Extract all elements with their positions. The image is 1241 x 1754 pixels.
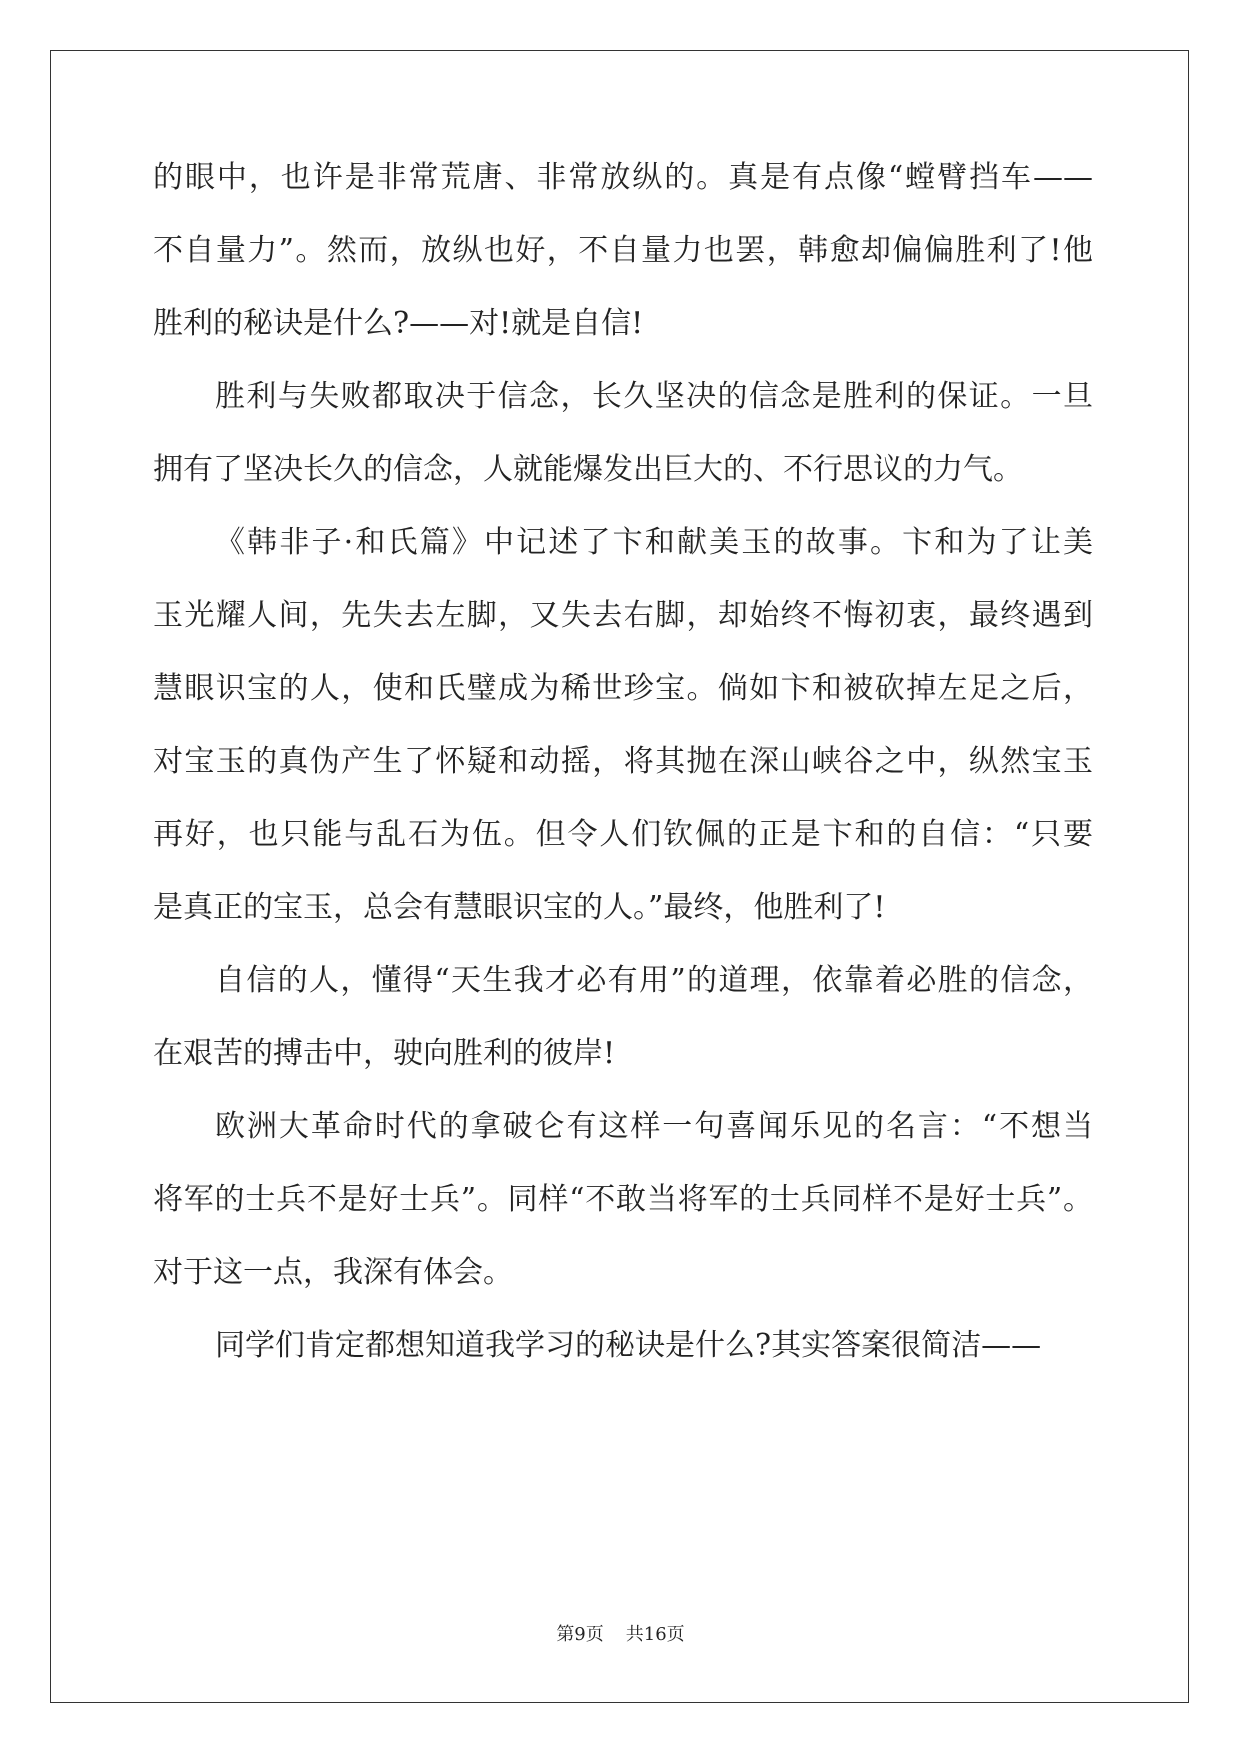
text-line: 将军的士兵不是好士兵”。同样“不敢当将军的士兵同样不是好士兵”。	[153, 1182, 1093, 1217]
text-line: 《韩非子·和氏篇》中记述了卞和献美玉的故事。卞和为了让美	[215, 525, 1093, 560]
text-line: 在艰苦的搏击中，驶向胜利的彼岸!	[153, 1036, 616, 1071]
page-footer	[0, 1620, 1241, 1646]
text-line: 对宝玉的真伪产生了怀疑和动摇，将其抛在深山峡谷之中，纵然宝玉	[153, 744, 1093, 779]
text-line: 是真正的宝玉，总会有慧眼识宝的人。”最终，他胜利了!	[153, 890, 886, 925]
page-border	[50, 50, 1189, 1703]
text-line: 再好，也只能与乱石为伍。但令人们钦佩的正是卞和的自信：“只要	[153, 817, 1093, 852]
text-line: 拥有了坚决长久的信念，人就能爆发出巨大的、不行思议的力气。	[153, 452, 1023, 487]
text-line: 玉光耀人间，先失去左脚，又失去右脚，却始终不悔初衷，最终遇到	[153, 598, 1093, 633]
text-line: 胜利的秘诀是什么?——对!就是自信!	[153, 306, 644, 341]
text-line: 慧眼识宝的人，使和氏璧成为稀世珍宝。倘如卞和被砍掉左足之后，	[153, 671, 1093, 706]
page-total: 共16页	[625, 1624, 685, 1645]
text-line: 欧洲大革命时代的拿破仑有这样一句喜闻乐见的名言：“不想当	[215, 1109, 1093, 1144]
text-line: 同学们肯定都想知道我学习的秘诀是什么?其实答案很简洁——	[215, 1328, 1042, 1363]
text-line: 不自量力”。然而，放纵也好，不自量力也罢，韩愈却偏偏胜利了!他	[153, 233, 1093, 268]
text-line: 胜利与失败都取决于信念，长久坚决的信念是胜利的保证。一旦	[215, 379, 1093, 414]
text-line: 自信的人，懂得“天生我才必有用”的道理，依靠着必胜的信念，	[215, 963, 1093, 998]
text-line: 对于这一点，我深有体会。	[153, 1255, 513, 1290]
text-line: 的眼中，也许是非常荒唐、非常放纵的。真是有点像“螳臂挡车——	[153, 160, 1093, 195]
page-number: 第9页	[556, 1624, 604, 1645]
